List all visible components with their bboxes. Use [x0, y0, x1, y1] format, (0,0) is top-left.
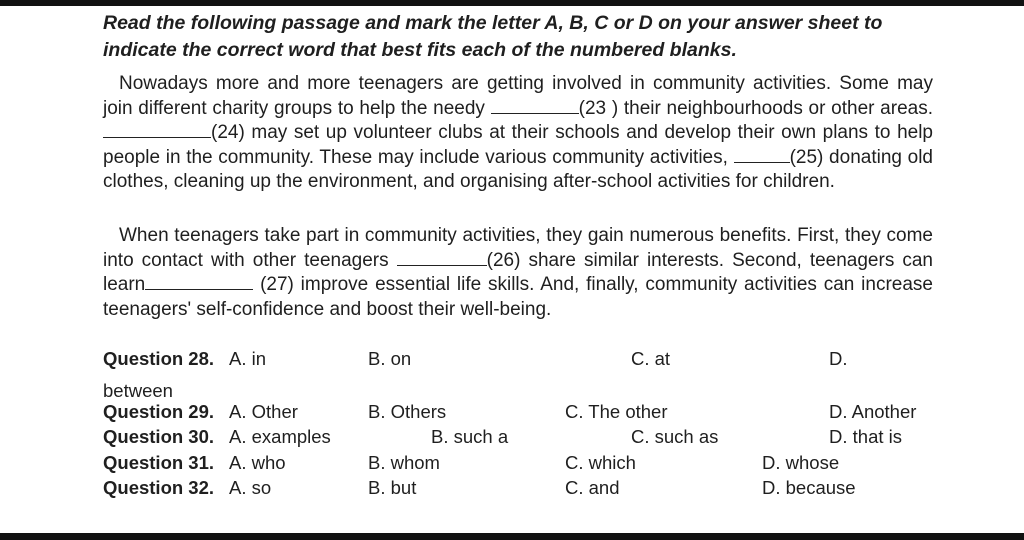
instruction [103, 10, 939, 64]
question-28-option-d-continued[interactable]: between [103, 380, 173, 401]
question-31-row [103, 450, 939, 476]
question-31-option-c[interactable]: C. which [565, 452, 636, 473]
passage-paragraph-1 [103, 72, 933, 195]
blank-25 [734, 147, 790, 163]
question-28-option-c[interactable]: C. at [631, 348, 671, 369]
question-29-option-a[interactable]: A. Other [229, 401, 298, 422]
question-30-option-c[interactable]: C. such as [631, 426, 719, 447]
question-30-option-b[interactable]: B. such a [431, 426, 509, 447]
p1-text-25: (25) donating old clothes, cleaning up the environment, and organising after-school activities for children. [103, 146, 933, 192]
question-30-label: Question 30. [103, 426, 215, 447]
question-29-option-d[interactable]: D. Another [829, 401, 917, 422]
question-28-label: Question 28. [103, 348, 215, 369]
question-30-row [103, 424, 939, 450]
question-32-option-d[interactable]: D. because [762, 477, 856, 498]
question-29-row [103, 399, 939, 425]
question-28-option-a[interactable]: A. in [229, 348, 267, 369]
p1-text-23: (23 ) their neighbourhoods or other areas. [578, 97, 933, 119]
p2-text-27: (27) improve essential life skills. And, finally, community activities can increase teenagers' self-confidence and boost their well-being. [103, 274, 933, 320]
passage-paragraph-2 [103, 224, 933, 322]
instruction-line-2: indicate the correct word that best fits each of the numbered blanks. [103, 39, 737, 61]
blank-23 [491, 98, 579, 114]
question-31-option-d[interactable]: D. whose [762, 452, 840, 473]
worksheet [103, 6, 939, 526]
question-31-option-b[interactable]: B. whom [368, 452, 440, 473]
blank-27 [145, 274, 253, 290]
question-31-label: Question 31. [103, 452, 215, 473]
question-28-option-d[interactable]: D. [829, 348, 848, 369]
question-32-label: Question 32. [103, 477, 215, 498]
p1-text-a: Nowadays more and more teenagers are getting involved in community activities. Some may join different charity groups to help the needy [103, 73, 933, 119]
p2-text-a: When teenagers take part in community activities, they gain numerous benefits. First, they come into contact with other teenagers [103, 225, 933, 271]
question-30-option-d[interactable]: D. that is [829, 426, 902, 447]
question-28-option-b[interactable]: B. on [368, 348, 412, 369]
bottom-border [0, 533, 1024, 540]
question-29-option-c[interactable]: C. The other [565, 401, 668, 422]
question-28-row [103, 346, 939, 372]
question-32-option-a[interactable]: A. so [229, 477, 272, 498]
question-29-label: Question 29. [103, 401, 215, 422]
question-32-row [103, 475, 939, 501]
p1-text-24: (24) may set up volunteer clubs at their schools and develop their own plans to help people in the community. These may include various community activities, [103, 122, 933, 168]
p2-text-26: (26) share similar interests. Second, teenagers can learn [103, 249, 933, 295]
question-29-option-b[interactable]: B. Others [368, 401, 447, 422]
question-32-option-b[interactable]: B. but [368, 477, 417, 498]
blank-26 [397, 250, 487, 266]
question-31-option-a[interactable]: A. who [229, 452, 286, 473]
question-32-option-c[interactable]: C. and [565, 477, 620, 498]
question-30-option-a[interactable]: A. examples [229, 426, 331, 447]
blank-24 [103, 122, 211, 138]
instruction-line-1: Read the following passage and mark the letter A, B, C or D on your answer sheet to [103, 12, 883, 34]
